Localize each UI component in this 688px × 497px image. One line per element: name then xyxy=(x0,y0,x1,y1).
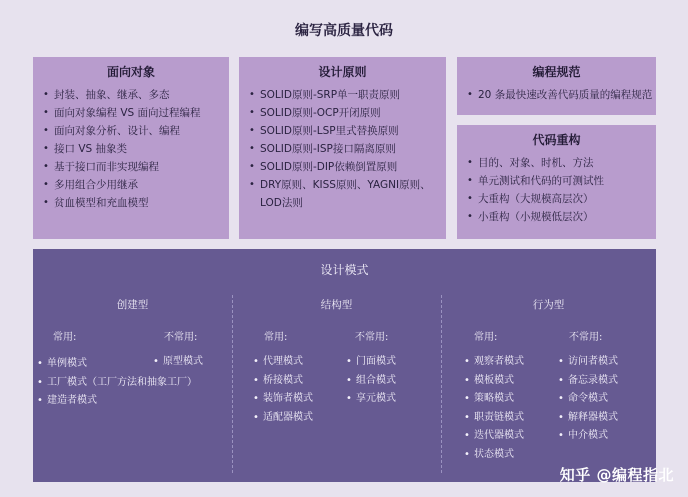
list-item: • 装饰者模式 xyxy=(253,390,313,409)
list-item: • 工厂模式（工厂方法和抽象工厂） xyxy=(37,374,197,393)
list-item: • 贫血模型和充血模型 xyxy=(43,194,219,212)
list-item: • 建造者模式 xyxy=(37,392,197,411)
patterns-box xyxy=(33,249,656,482)
list-item: • 适配器模式 xyxy=(253,409,313,428)
list-item: • 组合模式 xyxy=(346,372,396,391)
behavioral-title: 行为型 xyxy=(532,299,565,311)
behavioral-common-list xyxy=(464,353,524,464)
list-item: • SOLID原则-OCP开闭原则 xyxy=(249,104,436,122)
list-item: • 状态模式 xyxy=(464,446,524,465)
creational-common-label: 常用: xyxy=(53,332,77,343)
structural-uncommon-list xyxy=(346,353,396,409)
divider xyxy=(232,295,233,473)
conventions-list xyxy=(467,86,653,104)
list-item: • 中介模式 xyxy=(558,427,618,446)
list-item: • SOLID原则-SRP单一职责原则 xyxy=(249,86,436,104)
list-item: LOD法则 xyxy=(260,197,303,209)
list-item: • 小重构（小规模低层次） xyxy=(467,208,646,226)
list-item: • 20 条最快速改善代码质量的编程规范 xyxy=(467,86,646,104)
list-item: • 职责链模式 xyxy=(464,409,524,428)
list-item: • SOLID原则-LSP里式替换原则 xyxy=(249,122,436,140)
refactoring-title: 代码重构 xyxy=(532,133,581,147)
behavioral-uncommon-list xyxy=(558,353,618,446)
list-item: • 多用组合少用继承 xyxy=(43,176,219,194)
list-item: • 备忘录模式 xyxy=(558,372,618,391)
list-item: • 接口 VS 抽象类 xyxy=(43,140,219,158)
structural-common-label: 常用: xyxy=(264,332,288,343)
list-item: • 目的、对象、时机、方法 xyxy=(467,154,646,172)
list-item: • 单元测试和代码的可测试性 xyxy=(467,172,646,190)
list-item: • 命令模式 xyxy=(558,390,618,409)
list-item: • 原型模式 xyxy=(153,353,203,372)
creational-title: 创建型 xyxy=(116,299,149,311)
list-item: • SOLID原则-DIP依赖倒置原则 xyxy=(249,158,436,176)
list-item: • 享元模式 xyxy=(346,390,396,409)
conventions-title: 编程规范 xyxy=(532,65,581,79)
behavioral-uncommon-label: 不常用: xyxy=(569,332,603,343)
list-item: • 迭代器模式 xyxy=(464,427,524,446)
structural-uncommon-label: 不常用: xyxy=(355,332,389,343)
list-item: • 面向对象编程 VS 面向过程编程 xyxy=(43,104,219,122)
list-item: • 单例模式 xyxy=(37,355,197,374)
creational-uncommon-list xyxy=(153,353,203,372)
list-item: • 代理模式 xyxy=(253,353,313,372)
divider xyxy=(441,295,442,473)
list-item: • 大重构（大规模高层次） xyxy=(467,190,646,208)
refactoring-list xyxy=(467,154,646,226)
principles-box xyxy=(239,57,446,239)
refactoring-box xyxy=(457,125,656,239)
oop-list xyxy=(43,86,219,212)
list-item: • 门面模式 xyxy=(346,353,396,372)
list-item: • 访问者模式 xyxy=(558,353,618,372)
list-item: • SOLID原则-ISP接口隔离原则 xyxy=(249,140,436,158)
conventions-box xyxy=(457,57,656,115)
list-item: • 面向对象分析、设计、编程 xyxy=(43,122,219,140)
list-item: • 解释器模式 xyxy=(558,409,618,428)
list-item: • 观察者模式 xyxy=(464,353,524,372)
oop-title: 面向对象 xyxy=(106,65,155,79)
list-item: • 桥接模式 xyxy=(253,372,313,391)
structural-common-list xyxy=(253,353,313,427)
creational-uncommon-label: 不常用: xyxy=(164,332,198,343)
behavioral-common-label: 常用: xyxy=(474,332,498,343)
principles-list xyxy=(249,86,436,212)
page-title: 编写高质量代码 xyxy=(295,23,393,39)
oop-box xyxy=(33,57,229,239)
list-item: • 模板模式 xyxy=(464,372,524,391)
watermark: 知乎 @编程指北 xyxy=(559,466,674,484)
patterns-title: 设计模式 xyxy=(320,263,369,277)
list-item: • DRY原则、KISS原则、YAGNI原则、 xyxy=(249,176,436,194)
list-item: • 封装、抽象、继承、多态 xyxy=(43,86,219,104)
list-item: • 策略模式 xyxy=(464,390,524,409)
list-item: • 基于接口而非实现编程 xyxy=(43,158,219,176)
structural-title: 结构型 xyxy=(320,299,353,311)
principles-title: 设计原则 xyxy=(318,65,367,79)
